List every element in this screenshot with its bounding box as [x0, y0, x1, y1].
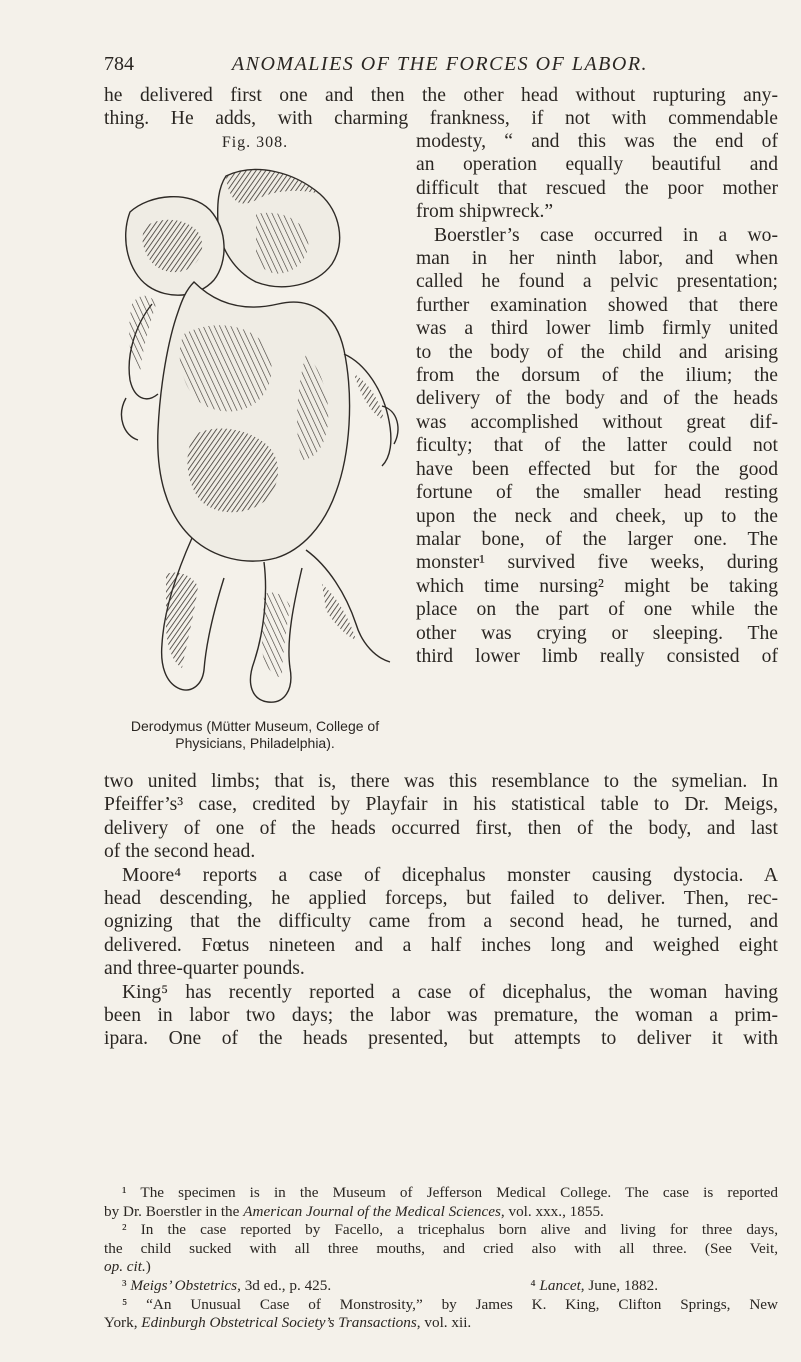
footnote-3: ³ Meigs’ Obstetrics, 3d ed., p. 425. [122, 1276, 332, 1294]
text-line: man in her ninth labor, and when [416, 248, 778, 270]
footnote-1: ¹ The specimen is in the Museum of Jefferson Medical College. The case is reported [122, 1184, 778, 1201]
text-line: he delivered first one and then the other head without rupturing any- [104, 85, 778, 106]
text-line: which time nursing² might be taking [416, 575, 778, 597]
footnote-5-cont: York, Edinburgh Obstetrical Society’s Transactions, vol. xii. [104, 1314, 472, 1332]
text-line: King⁵ has recently reported a case of dicephalus, the woman having [122, 981, 778, 1003]
text-line: two united limbs; that is, there was this resemblance to the symelian. In [104, 771, 778, 792]
text-line: delivered. Fœtus nineteen and a half inches long and weighed eight [104, 934, 778, 956]
figure-label: Fig. 308. [221, 134, 289, 151]
text-line: called he found a pelvic presentation; [416, 271, 778, 293]
footnote-4: ⁴ Lancet, June, 1882. [530, 1276, 658, 1294]
footnote-1-cont: by Dr. Boerstler in the American Journal of the Medical Sciences, vol. xxx., 1855. [104, 1202, 604, 1220]
text-line: difficult that rescued the poor mother [416, 177, 778, 199]
footnote-2-cont: the child sucked with all three mouths, and cried also with all three. (See Veit, [104, 1239, 778, 1257]
text-line: head descending, he applied forceps, but failed to deliver. Then, rec- [104, 888, 778, 910]
text-line: to the body of the child and arising [416, 341, 778, 363]
text-line: ficulty; that of the latter could not [416, 435, 778, 457]
text-line: been in labor two days; the labor was premature, the woman a prim- [104, 1005, 778, 1027]
text-line: delivery of one of the heads occurred first, then of the body, and last [104, 817, 778, 839]
text-line: place on the part of one while the [416, 599, 778, 621]
text-line: fortune of the smaller head resting [416, 482, 778, 504]
text-line: from shipwreck.” [416, 201, 554, 223]
opening-paragraph [104, 84, 778, 131]
text-line: Boerstler’s case occurred in a wo- [434, 224, 778, 246]
text-line: have been effected but for the good [416, 458, 778, 480]
text-line: Pfeiffer’s³ case, credited by Playfair in his statistical table to Dr. Meigs, [104, 794, 778, 816]
text-line: upon the neck and cheek, up to the [416, 505, 778, 527]
text-line: Moore⁴ reports a case of dicephalus monster causing dystocia. A [122, 864, 778, 886]
text-line: was accomplished without great dif- [416, 411, 778, 433]
derodymus-illustration [106, 154, 404, 714]
text-line: other was crying or sleeping. The [416, 622, 778, 644]
text-line: modesty, “ and this was the end of [416, 131, 778, 152]
text-line: ognizing that the difficulty came from a second head, he turned, and [104, 911, 778, 933]
text-line: further examination showed that there [416, 294, 778, 316]
figure-caption: Derodymus (Mütter Museum, College of Physicians, Philadelphia). [130, 718, 380, 751]
text-line: ipara. One of the heads presented, but attempts to deliver it with [104, 1028, 778, 1050]
footnotes [104, 1184, 778, 1333]
figure-308 [106, 134, 404, 766]
side-column-text [416, 130, 778, 668]
footnote-2-end: op. cit.) [104, 1258, 151, 1276]
text-line: third lower limb really consisted of [416, 645, 778, 667]
footnote-2: ² In the case reported by Facello, a tricephalus born alive and living for three days, [122, 1221, 778, 1239]
text-line: thing. He adds, with charming frankness, if not with commendable [104, 108, 778, 130]
text-line: delivery of the body and of the heads [416, 388, 778, 410]
text-line: and three-quarter pounds. [104, 958, 305, 980]
running-title: ANOMALIES OF THE FORCES OF LABOR. [231, 53, 649, 75]
page-number: 784 [104, 53, 134, 75]
text-line: from the dorsum of the ilium; the [416, 365, 778, 387]
text-line: of the second head. [104, 841, 256, 863]
footnote-3-4 [104, 1277, 778, 1296]
running-head [104, 52, 776, 76]
full-width-text [104, 770, 778, 1051]
text-line: malar bone, of the larger one. The [416, 528, 778, 550]
text-line: was a third lower limb firmly united [416, 318, 778, 340]
text-line: an operation equally beautiful and [416, 154, 778, 176]
footnote-5: ⁵ “An Unusual Case of Monstrosity,” by James K. King, Clifton Springs, New [122, 1295, 778, 1313]
text-line: monster¹ survived five weeks, during [416, 552, 778, 574]
